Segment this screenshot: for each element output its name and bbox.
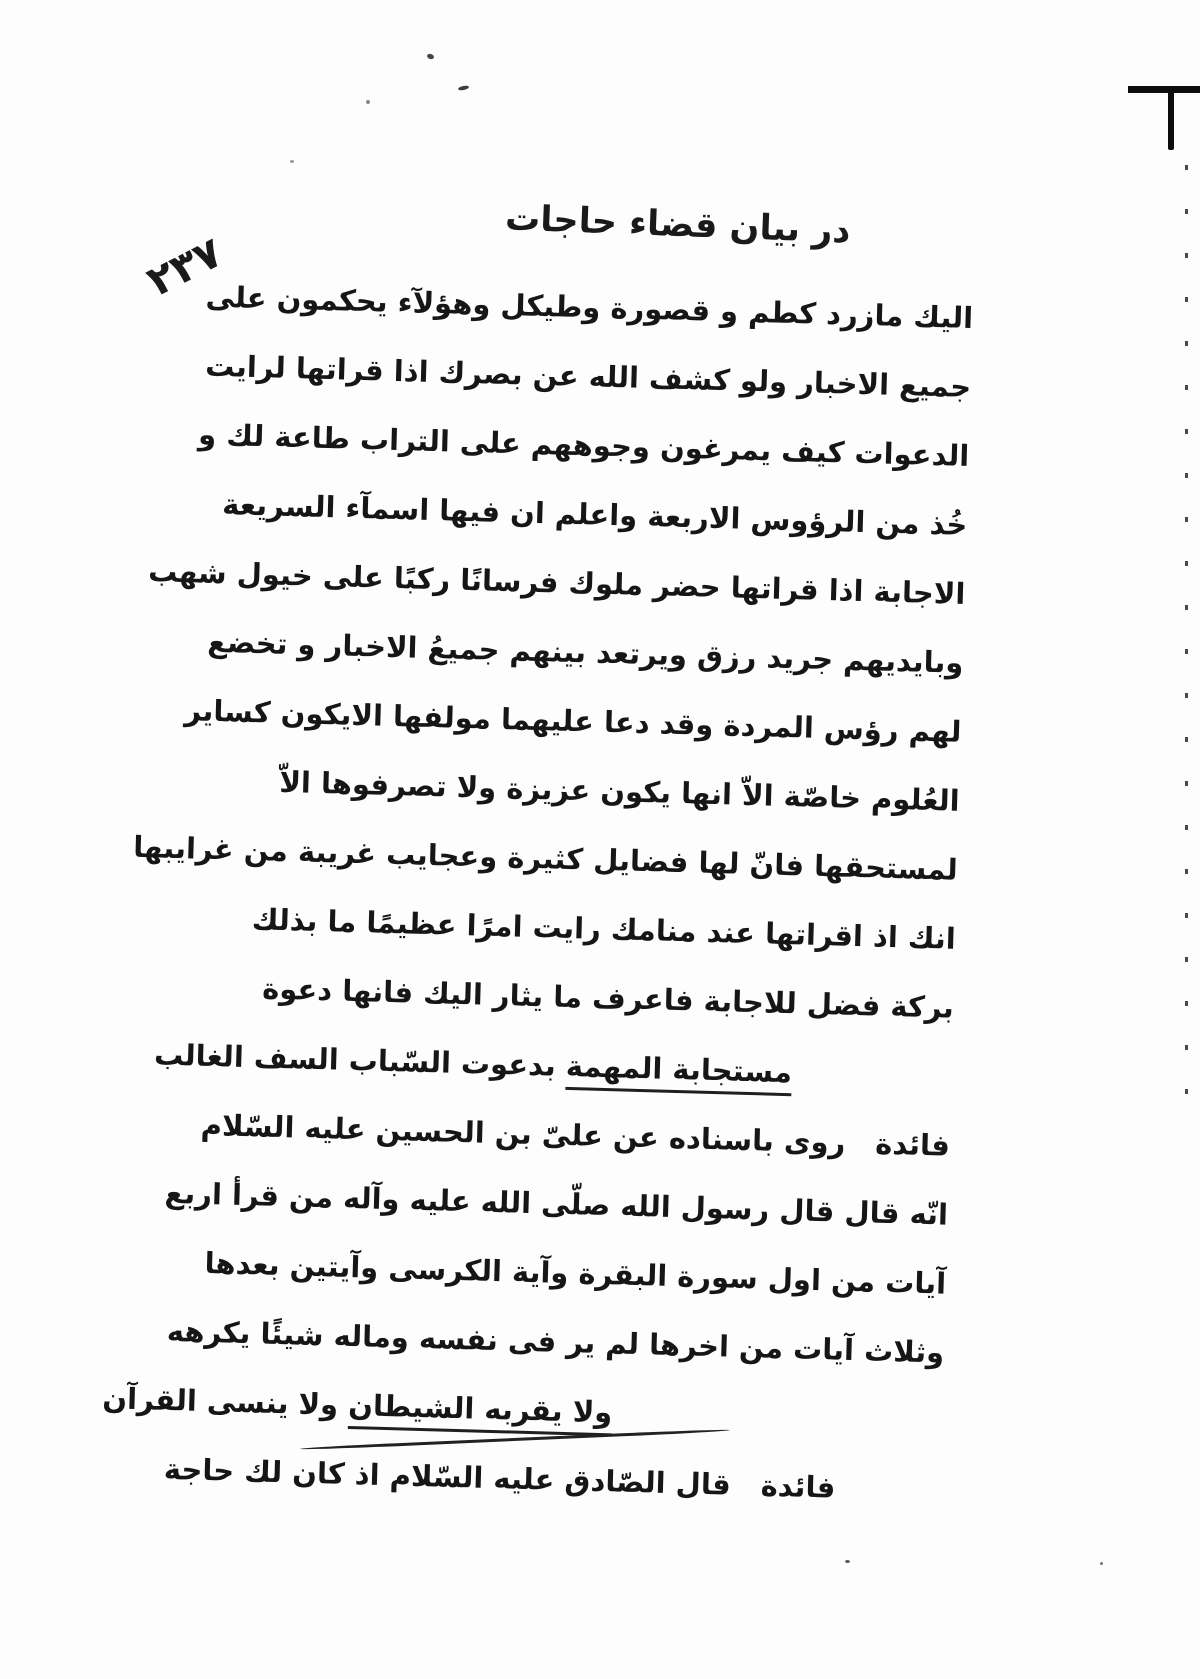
line-text: خُذ من الرؤوس الاربعة واعلم ان فیها اسمآء السریعة <box>221 487 968 542</box>
line-text: آیات من اول سورة البقرة وآیة الكرسی وآیتین بعدها <box>204 1245 947 1301</box>
line-text: الاجابة اذا قراتها حضر ملوك فرسانًا ركبًا علی خیول شهب <box>147 554 966 611</box>
line-text: قال الصّادق علیه السّلام اذ كان لك حاجة <box>163 1451 732 1502</box>
line-text: انك اذ اقراتها عند منامك رایت امرًا عظیمًا ما بذلك <box>251 902 957 956</box>
line-text: بركة فضل للاجابة فاعرف ما یثار الیك فانها دعوة <box>261 971 955 1025</box>
line-text: روی باسناده عن علیّ بن الحسین علیه السّلام <box>200 1107 846 1160</box>
scan-speck <box>845 1560 850 1563</box>
line-text: لهم رؤس المردة وقد دعا علیهما مولفها الایكون كسایر <box>184 693 962 749</box>
underlined-text: مستجابة المهمة <box>565 1049 792 1096</box>
page-edge-mark <box>1168 90 1174 150</box>
scan-speck <box>458 85 470 91</box>
line-text: العُلوم خاصّة الاّ انها یكون عزیزة ولا تصرفوها الاّ <box>278 764 961 818</box>
page-edge-mark <box>1128 86 1200 93</box>
page-edge-dotted-line <box>1185 165 1188 1095</box>
underlined-text: ولا یقربه الشیطان <box>348 1388 613 1436</box>
line-text: الیك مازرد كطم و قصورة وطیكل وهؤلآء یحكمون علی <box>205 279 974 335</box>
chapter-title: در بیان قضاء حاجات <box>504 198 852 252</box>
faida-keyword: فائدة <box>874 1126 951 1163</box>
line-text: ولا ینسی القرآن <box>101 1381 349 1422</box>
line-text: الدعوات كیف یمرغون وجوههم علی التراب طاعة لك و <box>197 417 970 473</box>
scan-speck <box>1100 1562 1103 1565</box>
line-text: انّه قال قال رسول الله صلّی الله علیه وآله من قرأ اربع <box>164 1175 949 1232</box>
line-text: جمیع الاخبار ولو كشف الله عن بصرك اذا قراتها لرایت <box>204 348 972 404</box>
scan-speck <box>366 100 370 104</box>
manuscript-text-block <box>101 261 974 1525</box>
line-text: وبایدیهم جرید رزق ویرتعد بینهم جمیعُ الاخبار و تخضع <box>206 624 964 680</box>
line-text: وثلاث آیات من اخرها لم یر فی نفسه وماله شیئًا یكرهه <box>166 1313 945 1370</box>
line-text: لمستحقها فانّ لها فضایل كثیرة وعجایب غریبة من غرایبها <box>132 829 959 887</box>
scan-speck <box>426 53 434 60</box>
line-text: بدعوت السّباب السف الغالب <box>153 1037 567 1083</box>
page-number: ٢٣٧ <box>139 227 230 306</box>
faida-keyword: فائدة <box>760 1468 836 1505</box>
scan-speck <box>290 160 294 163</box>
